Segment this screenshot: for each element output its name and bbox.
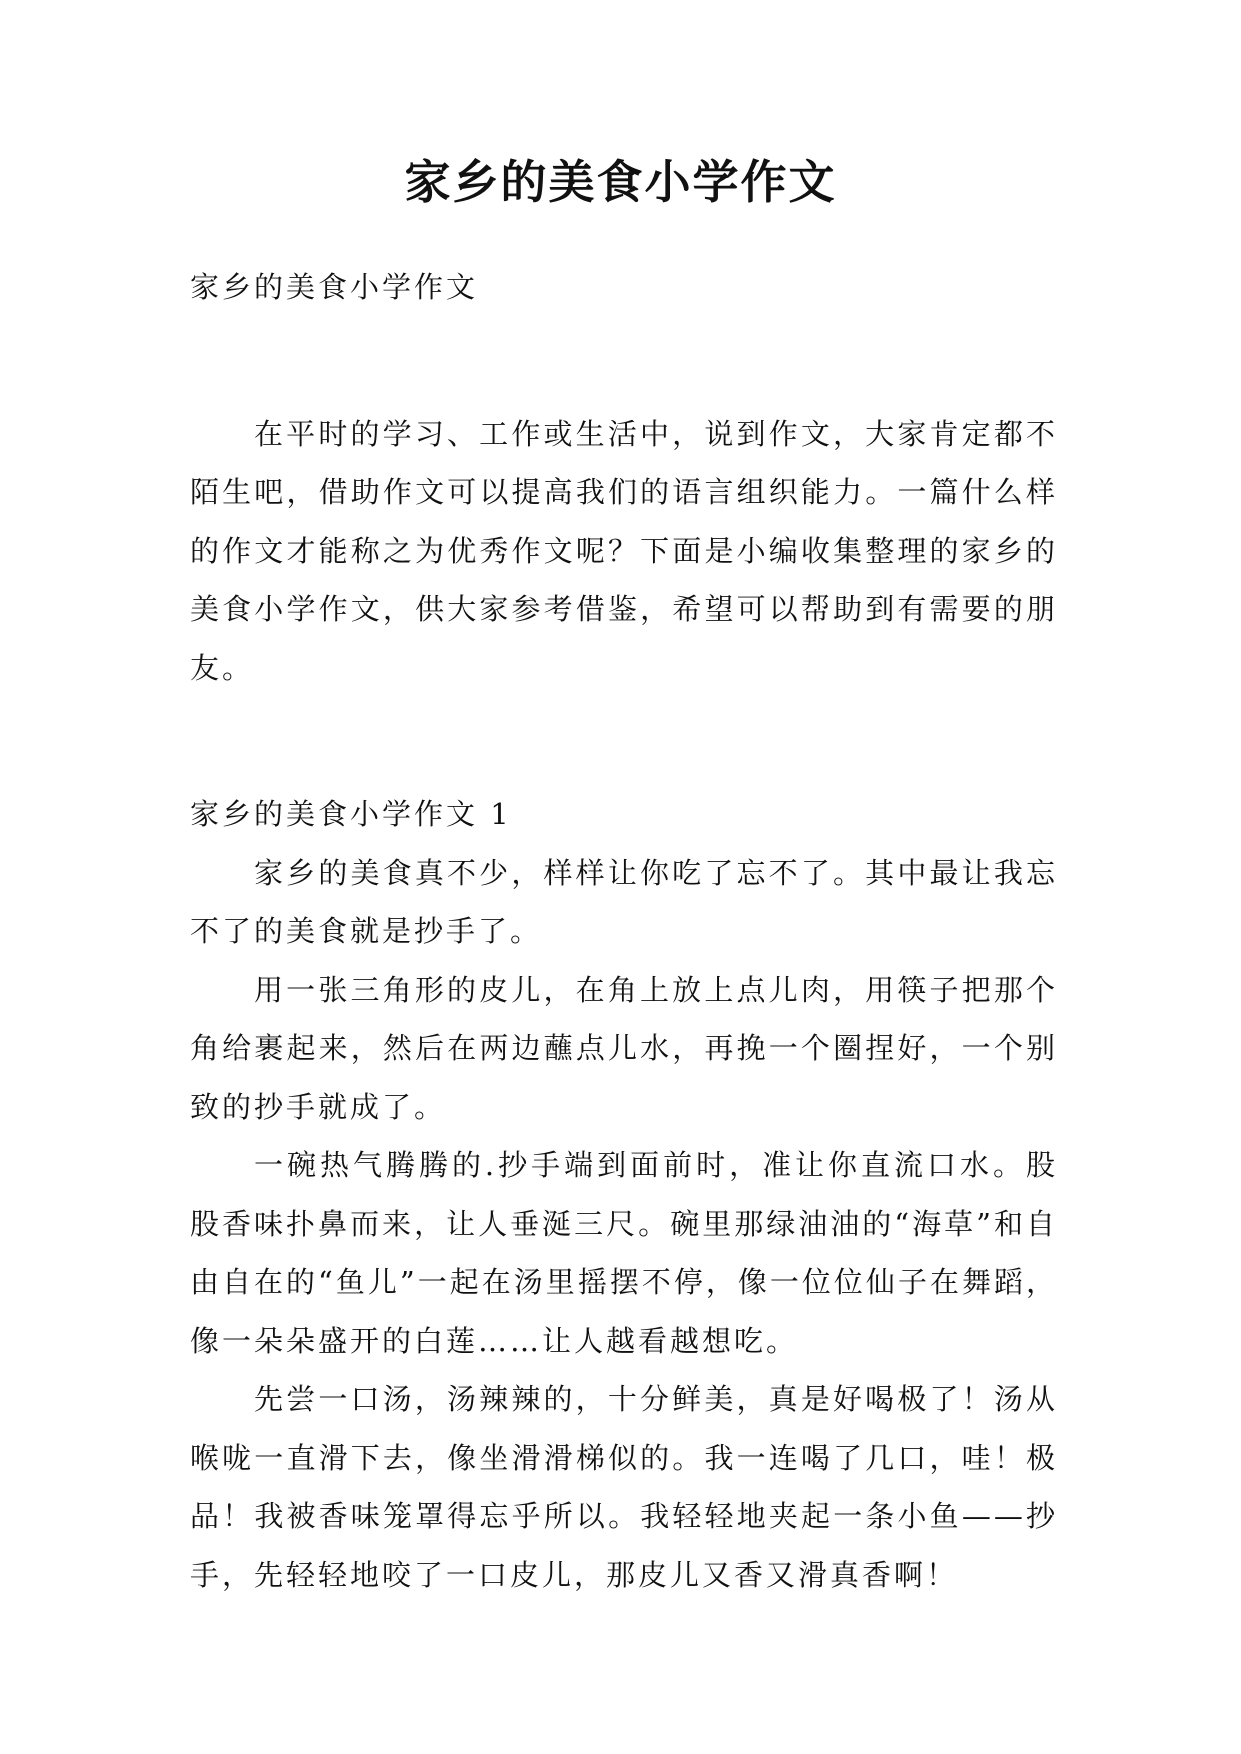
body-paragraph: 用一张三角形的皮儿，在角上放上点儿肉，用筷子把那个角给裹起来，然后在两边蘸点儿水，再挽一个圈捏好，一个别致的抄手就成了。 <box>190 972 1058 1124</box>
document-title: 家乡的美食小学作文 <box>404 155 837 209</box>
document-body <box>190 258 1058 1604</box>
body-paragraph: 家乡的美食真不少，样样让你吃了忘不了。其中最让我忘不了的美食就是抄手了。 <box>190 855 1058 948</box>
spacer <box>190 317 1058 405</box>
section-heading: 家乡的美食小学作文 1 <box>190 797 512 831</box>
intro-paragraph: 在平时的学习、工作或生活中，说到作文，大家肯定都不陌生吧，借助作文可以提高我们的语言组织能力。一篇什么样的作文才能称之为优秀作文呢？下面是小编收集整理的家乡的美食小学作文，供大家参考借鉴，希望可以帮助到有需要的朋友。 <box>190 416 1058 685</box>
body-paragraph: 先尝一口汤，汤辣辣的，十分鲜美，真是好喝极了！汤从喉咙一直滑下去，像坐滑滑梯似的。我一连喝了几口，哇！极品！我被香味笼罩得忘乎所以。我轻轻地夹起一条小鱼——抄手，先轻轻地咬了一口皮儿，那皮儿又香又滑真香啊！ <box>190 1382 1058 1592</box>
document-subtitle: 家乡的美食小学作文 <box>190 270 479 304</box>
spacer <box>190 697 1058 785</box>
body-paragraph: 一碗热气腾腾的.抄手端到面前时，准让你直流口水。股股香味扑鼻而来，让人垂涎三尺。碗里那绿油油的“海草”和自由自在的“鱼儿”一起在汤里摇摆不停，像一位位仙子在舞蹈，像一朵朵盛开的白莲……让人越看越想吃。 <box>190 1148 1058 1358</box>
